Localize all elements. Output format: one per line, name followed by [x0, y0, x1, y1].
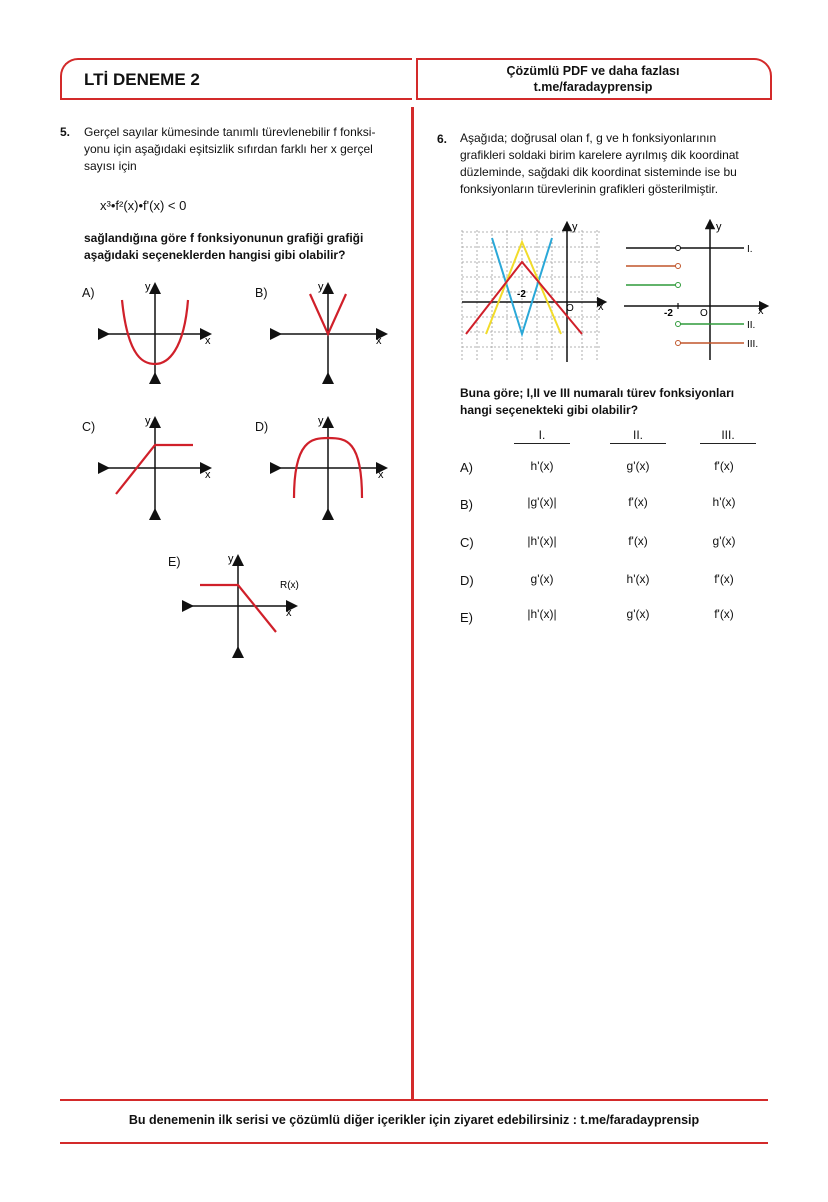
- table-cell: g'(x): [626, 607, 650, 621]
- table-cell: g'(x): [712, 534, 736, 548]
- axis-y-label: y: [318, 281, 324, 293]
- table-cell: |h'(x)|: [527, 607, 557, 621]
- q6-number: 6.: [437, 132, 448, 146]
- q5-option-d[interactable]: D): [255, 420, 269, 434]
- q6-line: grafikleri soldaki birim karelere ayrılmış dik koordinat: [460, 148, 739, 162]
- axis-x-label: x: [286, 607, 292, 619]
- q5-option-c[interactable]: C): [82, 420, 96, 434]
- q5-option-b[interactable]: B): [255, 286, 268, 300]
- line-label-3: III.: [747, 339, 759, 350]
- right-tick-label: -2: [664, 308, 673, 319]
- table-cell: g'(x): [530, 572, 554, 586]
- q6-qline: hangi seçenekteki gibi olabilir?: [460, 403, 639, 417]
- q5-qline: aşağıdaki seçeneklerden hangisi gibi olabilir?: [84, 248, 346, 262]
- right-axis-x: x: [758, 305, 764, 317]
- right-derivative-graph: [624, 221, 764, 360]
- axis-x-label: x: [205, 469, 211, 481]
- table-cell: |g'(x)|: [527, 495, 557, 509]
- left-axis-x: x: [598, 301, 604, 313]
- q6-qline: Buna göre; I,II ve III numaralı türev fonksiyonları: [460, 386, 735, 400]
- line-label-1: I.: [747, 244, 753, 255]
- left-origin-label: O: [566, 303, 574, 314]
- q5-line: Gerçel sayılar kümesinde tanımlı türevlenebilir f fonksi-: [84, 125, 376, 139]
- q6-option-c[interactable]: C): [460, 535, 474, 550]
- table-cell: f'(x): [628, 534, 648, 548]
- q6-line: Aşağıda; doğrusal olan f, g ve h fonksiyonlarının: [460, 131, 717, 145]
- footer-text[interactable]: Bu denemenin ilk serisi ve çözümlü diğer içerikler için ziyaret edebilirsiniz : t.me/faradayprensip: [128, 1113, 700, 1127]
- right-axis-y: y: [716, 221, 722, 233]
- footer-top-rule: [60, 1099, 768, 1101]
- left-tick-label: -2: [517, 289, 526, 300]
- table-cell: h'(x): [530, 459, 554, 473]
- q6-option-e[interactable]: E): [460, 610, 473, 625]
- q5-option-a[interactable]: A): [82, 286, 95, 300]
- q6-line: düzleminde, sağdaki dik koordinat sisteminde ise bu: [460, 165, 737, 179]
- q5-qline: sağlandığına göre f fonksiyonunun grafiği grafiği: [84, 231, 364, 245]
- right-origin-label: O: [700, 308, 708, 319]
- q6-line: fonksiyonların türevlerinin grafikleri gösterilmiştir.: [460, 182, 719, 196]
- q5-option-e[interactable]: E): [168, 555, 181, 569]
- footer-bottom-rule: [60, 1142, 768, 1144]
- table-cell: f'(x): [628, 495, 648, 509]
- axis-x-label: x: [376, 335, 382, 347]
- table-cell: f'(x): [714, 572, 734, 586]
- exam-title: LTİ DENEME 2: [84, 70, 200, 89]
- left-grid-graph: [462, 221, 604, 362]
- promo-link[interactable]: t.me/faradayprensip: [533, 80, 653, 94]
- table-cell: g'(x): [626, 459, 650, 473]
- table-cell: h'(x): [626, 572, 650, 586]
- q5-line: yonu için aşağıdaki eşitsizlik sıfırdan farklı her x gerçel: [84, 142, 373, 156]
- left-axis-y: y: [572, 221, 578, 233]
- axis-y-label: y: [318, 415, 324, 427]
- table-cell: f'(x): [714, 607, 734, 621]
- e-function-label: R(x): [280, 580, 299, 591]
- axis-y-label: y: [228, 553, 234, 565]
- axis-y-label: y: [145, 281, 151, 293]
- axis-x-label: x: [378, 469, 384, 481]
- col-header-2: II.: [610, 428, 666, 444]
- promo-line-1: Çözümlü PDF ve daha fazlası: [506, 64, 680, 78]
- q5-line: sayısı için: [84, 159, 137, 173]
- q6-option-a[interactable]: A): [460, 460, 473, 475]
- q6-option-b[interactable]: B): [460, 497, 473, 512]
- table-cell: |h'(x)|: [527, 534, 557, 548]
- axis-x-label: x: [205, 335, 211, 347]
- q5-number: 5.: [60, 125, 71, 139]
- q6-question: [460, 385, 780, 419]
- col-header-1: I.: [514, 428, 570, 444]
- col-header-3: III.: [700, 428, 756, 444]
- q6-option-d[interactable]: D): [460, 573, 474, 588]
- q5-inequality: x³•f²(x)•f'(x) < 0: [100, 198, 187, 213]
- line-label-2: II.: [747, 320, 756, 331]
- table-cell: f'(x): [714, 459, 734, 473]
- axis-y-label: y: [145, 415, 151, 427]
- table-cell: h'(x): [712, 495, 736, 509]
